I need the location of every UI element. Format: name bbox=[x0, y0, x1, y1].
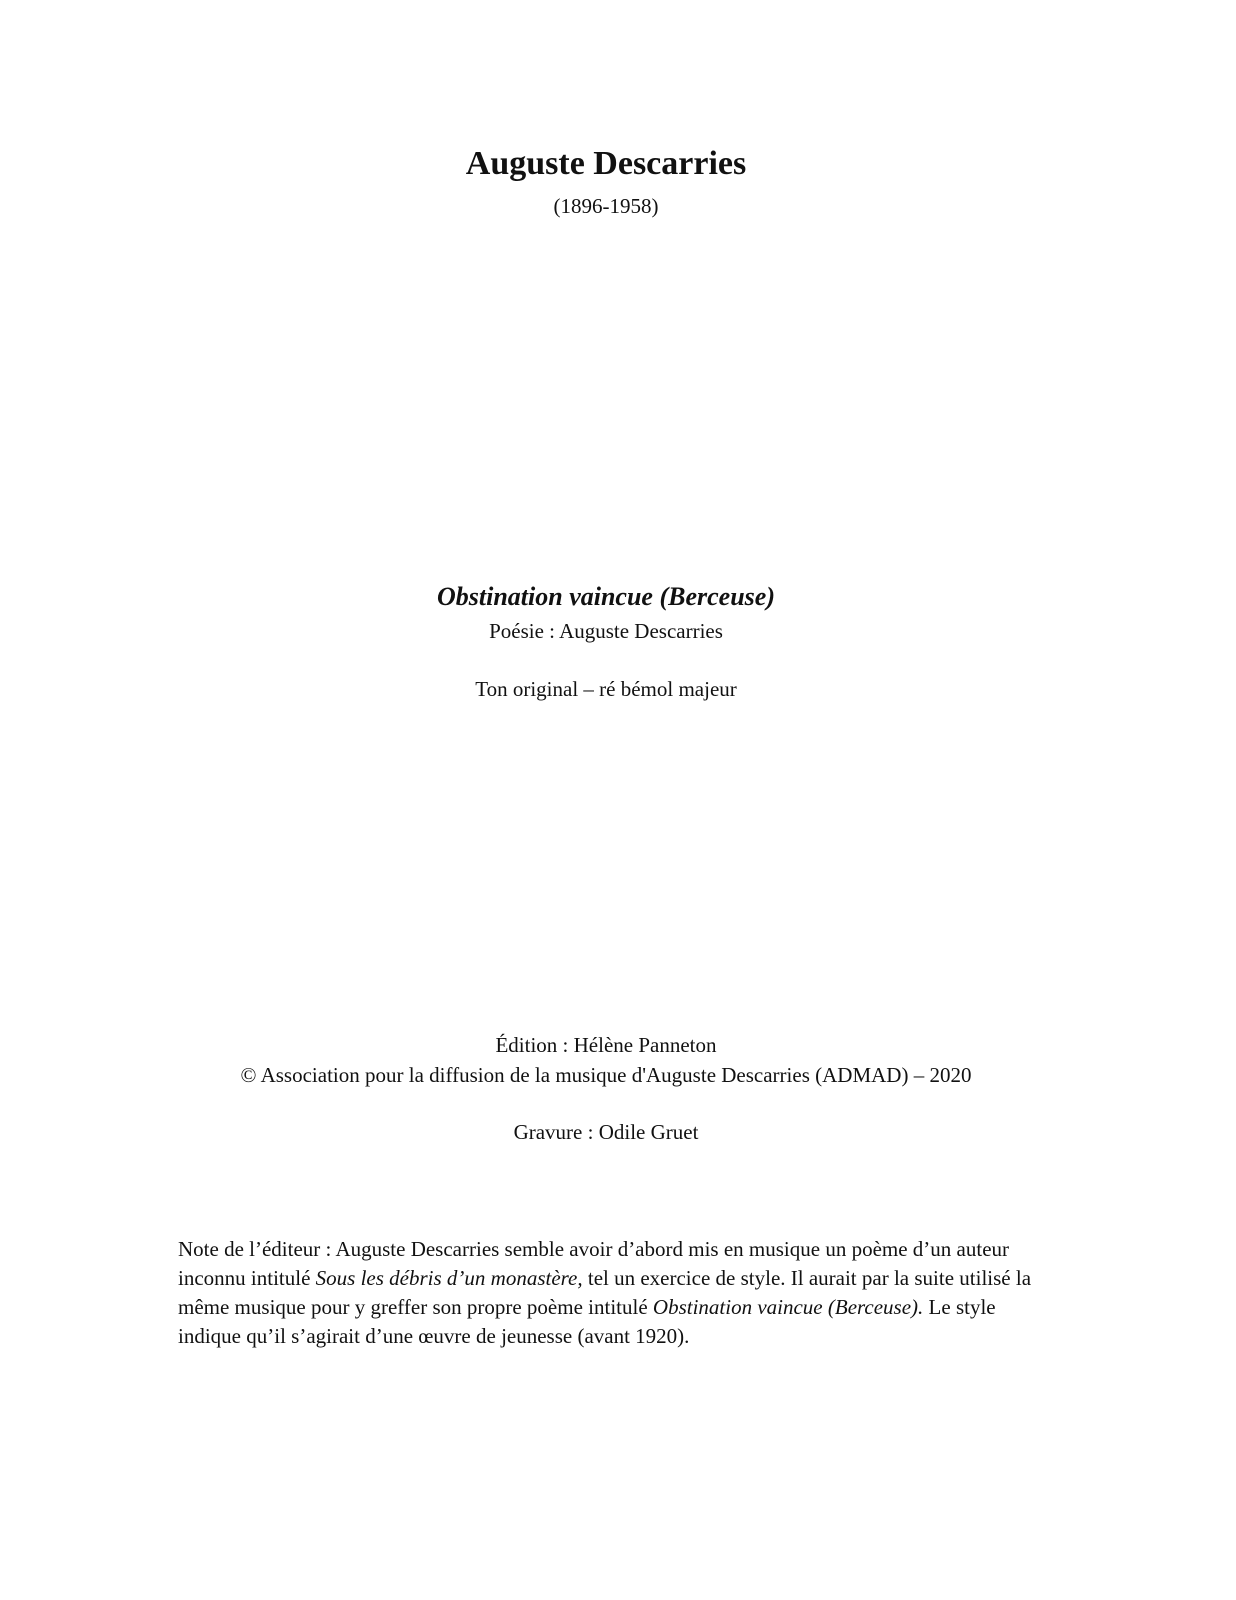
engraving-credit: Gravure : Odile Gruet bbox=[513, 1120, 699, 1144]
copyright-notice: © Association pour la diffusion de la musique d'Auguste Descarries (ADMAD) – 2020 bbox=[240, 1063, 972, 1087]
work-title: Obstination vaincue (Berceuse) bbox=[437, 582, 775, 611]
editor-note-text-2: tel un exercice de style. Il aurait par la suite utilisé la même musique pour y greffer son propre poème intitulé bbox=[178, 1266, 1032, 1319]
editor-note-text-1: Note de l’éditeur : Auguste Descarries semble avoir d’abord mis en musique un poème d’un auteur inconnu intitulé bbox=[178, 1237, 1010, 1290]
composer-name: Auguste Descarries bbox=[465, 145, 747, 182]
composer-dates: (1896-1958) bbox=[553, 194, 659, 218]
poetry-credit: Poésie : Auguste Descarries bbox=[489, 619, 723, 643]
editor-note bbox=[178, 1235, 1048, 1351]
editor-note-title-2: Obstination vaincue (Berceuse). bbox=[652, 1295, 924, 1319]
original-key: Ton original – ré bémol majeur bbox=[475, 677, 737, 701]
editor-note-text-3: Le style indique qu’il s’agirait d’une œuvre de jeunesse (avant 1920). bbox=[178, 1295, 996, 1348]
edition-credit: Édition : Hélène Panneton bbox=[495, 1033, 717, 1057]
editor-note-title-1: Sous les débris d’un monastère, bbox=[315, 1266, 583, 1290]
